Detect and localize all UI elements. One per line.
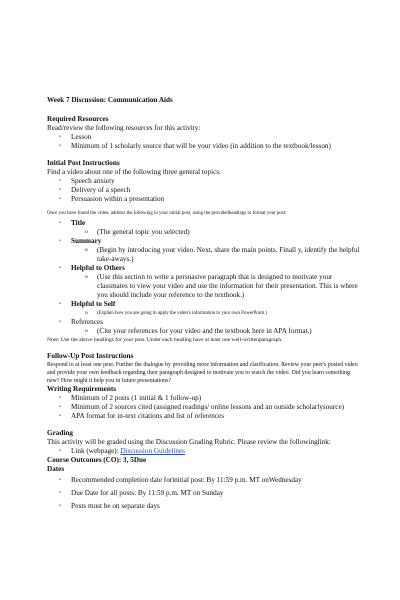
initial-post-intro: Find a video about one of the following three general topics: (47, 168, 222, 176)
list-item: • Posts must be on separate days (59, 502, 362, 511)
section-helpful-others (59, 264, 362, 300)
required-resources-list (47, 133, 362, 151)
section-desc: o (Use this section to write a persuasive paragraph that is designed to motivate your classmates to view your video and use the information for their presentation. This is where you should include your reference to the textbook.) (85, 273, 362, 300)
section-label: References (71, 318, 103, 326)
list-item: • Minimum of 1 scholarly source that will be your video (in addition to the textbook/lesson) (59, 142, 362, 151)
section-desc: o (Explain how you are going to apply the video's information to your own PowerPoint.) (85, 309, 362, 318)
followup-text: Respond to at least one peer. Further the dialogue by providing more information and clarification. Review your peer's posted video and provide your own feedback regarding their paragraph designed to motivate you to watch the video. Did you learn something new? How might it help you in future presentations? (47, 362, 358, 384)
list-item: • Minimum of 2 sources cited (assigned readings/ online lessons and an outside scholarlysource) (59, 403, 362, 412)
initial-post-note-intro: Once you have found the video, address the following in your initial post, using the providedheadings to format your post: (47, 211, 287, 216)
dates-heading: Dates (47, 465, 65, 473)
section-desc: o (Cite your references for your video and the textbook here in APA format.) (85, 327, 362, 336)
page-title: Week 7 Discussion: Communication Aids (47, 96, 173, 104)
course-outcomes-heading: Course Outcomes (CO): 3, 5Due (47, 456, 147, 464)
grading-heading: Grading (47, 429, 73, 437)
section-references (59, 318, 362, 336)
grading-text: This activity will be graded using the Discussion Grading Rubric. Please review the followinglink: (47, 438, 331, 446)
required-resources-intro: Read/review the following resources for this activity: (47, 124, 201, 132)
link-prefix: Link (webpage): (71, 447, 121, 455)
list-item: • APA format for in-text citations and list of references (59, 412, 362, 421)
writing-requirements-heading: Writing Requirements (47, 385, 117, 393)
list-item: • Recommended completion date forinitial post: By 11:59 p.m. MT onWednesday (59, 476, 362, 485)
section-desc: o (The general topic you selected) (85, 228, 362, 237)
followup-heading: Follow-Up Post Instructions (47, 352, 134, 360)
list-item: • Persuasion within a presentation (59, 195, 362, 204)
list-item: • Due Date for all posts: By 11:59 p.m. MT on Sunday (59, 489, 362, 498)
section-label: Helpful to Self (71, 300, 116, 308)
list-item: • Delivery of a speech (59, 186, 362, 195)
post-sections-list (47, 219, 362, 336)
section-title (59, 219, 362, 237)
writing-requirements-list (47, 394, 362, 421)
list-item: • Lesson (59, 133, 362, 142)
topics-list (47, 177, 362, 204)
section-summary (59, 237, 362, 264)
required-resources-heading: Required Resources (47, 115, 109, 123)
initial-post-note: Note: Use the above headings for your post. Under each heading have at least one well-writtenparagraph. (47, 337, 283, 343)
grading-list (47, 447, 362, 456)
discussion-guidelines-link[interactable]: Discussion Guidelines (120, 447, 185, 455)
section-label: Summary (71, 237, 102, 245)
section-desc: o (Begin by introducing your video. Next, share the main points. Finall y, identify the helpful take-aways.) (85, 246, 362, 264)
list-item: • Speech anxiety (59, 177, 362, 186)
section-label: Helpful to Others (71, 264, 125, 272)
section-helpful-self (59, 300, 362, 318)
initial-post-heading: Initial Post Instructions (47, 159, 120, 167)
list-item (59, 447, 362, 456)
section-label: Title (71, 219, 86, 227)
list-item: • Minimum of 2 posts (1 initial & 1 follow-up) (59, 394, 362, 403)
dates-list (47, 476, 362, 511)
